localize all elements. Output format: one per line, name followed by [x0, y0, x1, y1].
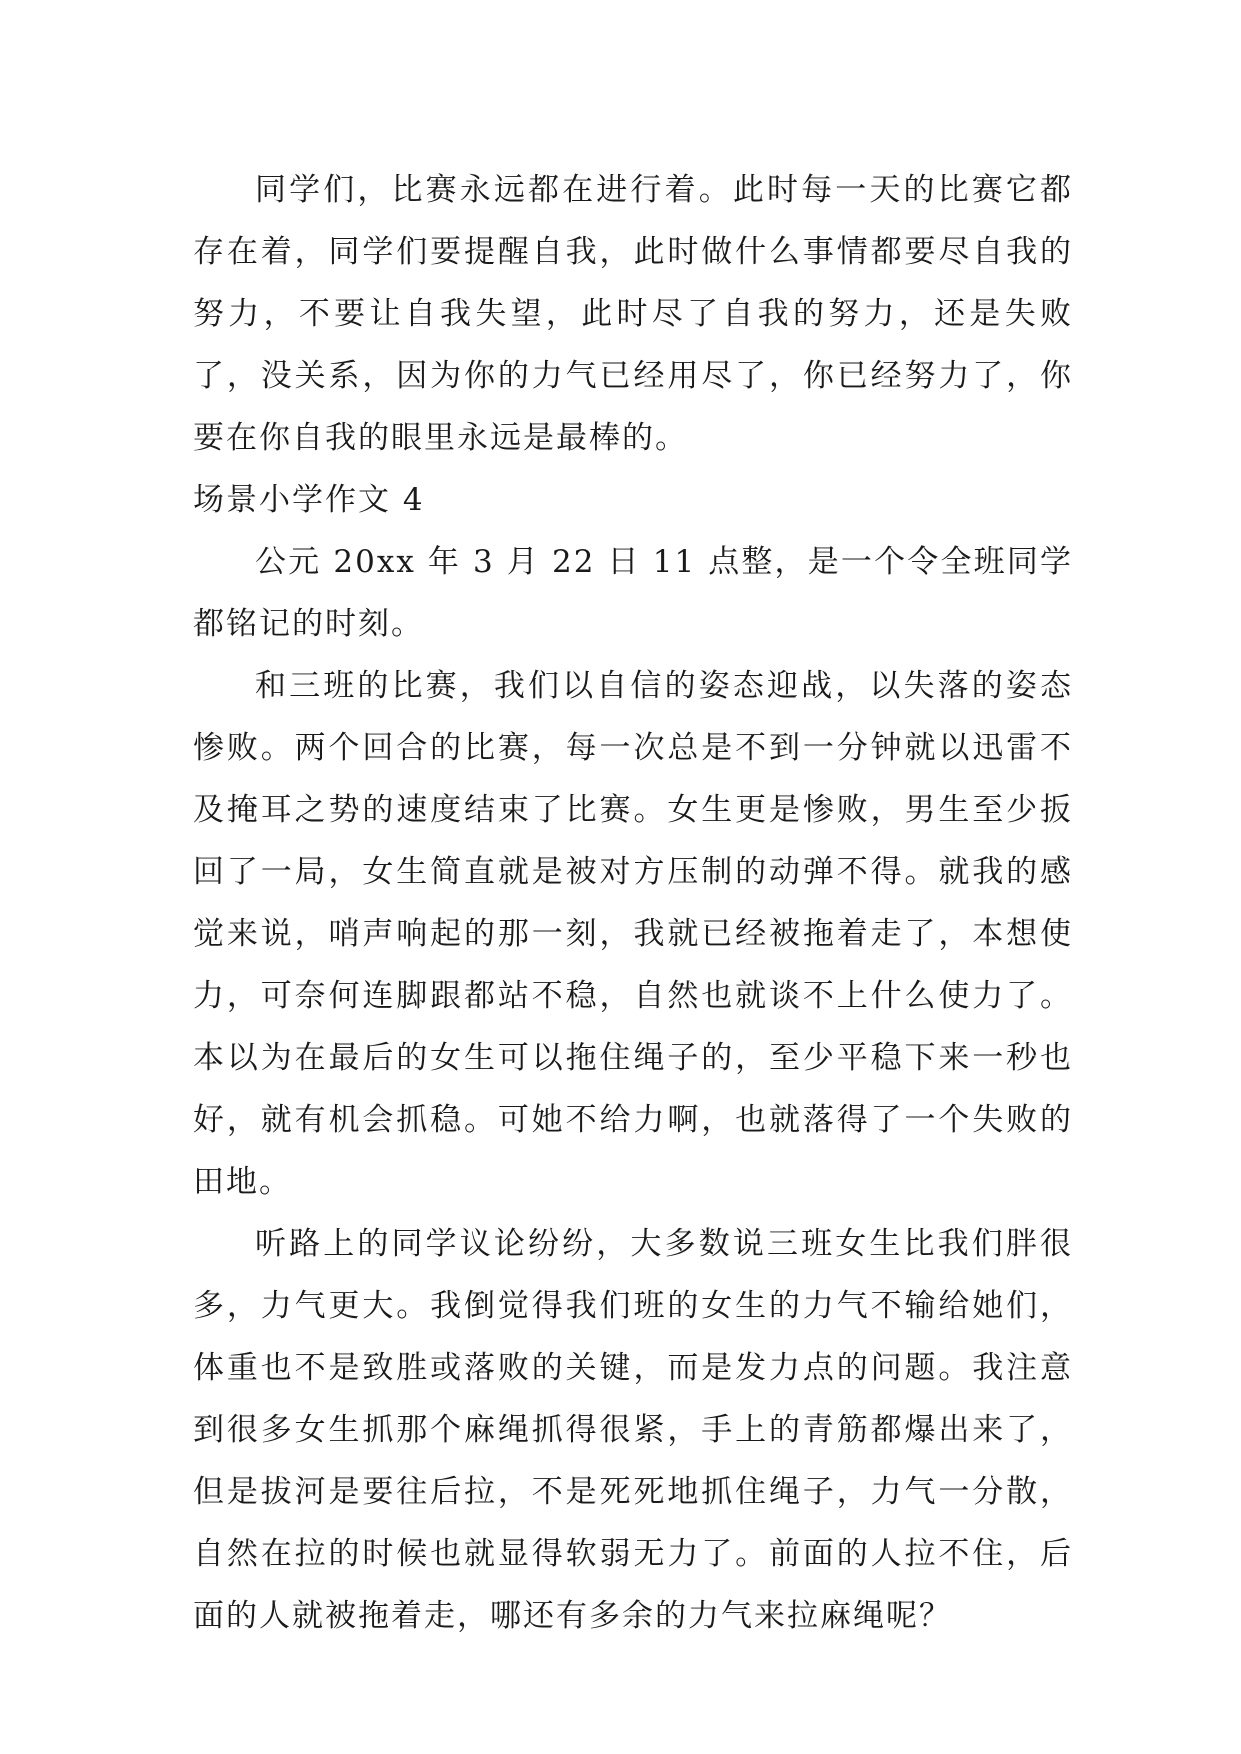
paragraph: 同学们，比赛永远都在进行着。此时每一天的比赛它都存在着，同学们要提醒自我，此时做什么事情都要尽自我的努力，不要让自我失望，此时尽了自我的努力，还是失败了，没关系，因为你的力气已经用尽了，你已经努力了，你要在你自我的眼里永远是最棒的。 [193, 172, 1073, 456]
paragraph: 和三班的比赛，我们以自信的姿态迎战，以失落的姿态惨败。两个回合的比赛，每一次总是不到一分钟就以迅雷不及掩耳之势的速度结束了比赛。女生更是惨败，男生至少扳回了一局，女生简直就是被对方压制的动弹不得。就我的感觉来说，哨声响起的那一刻，我就已经被拖着走了，本想使力，可奈何连脚跟都站不稳，自然也就谈不上什么使力了。本以为在最后的女生可以拖住绳子的，至少平稳下来一秒也好，就有机会抓稳。可她不给力啊，也就落得了一个失败的田地。 [193, 668, 1073, 1200]
paragraph: 听路上的同学议论纷纷，大多数说三班女生比我们胖很多，力气更大。我倒觉得我们班的女生的力气不输给她们，体重也不是致胜或落败的关键，而是发力点的问题。我注意到很多女生抓那个麻绳抓得很紧，手上的青筋都爆出来了，但是拔河是要往后拉，不是死死地抓住绳子，力气一分散，自然在拉的时候也就显得软弱无力了。前面的人拉不住，后面的人就被拖着走，哪还有多余的力气来拉麻绳呢？ [193, 1226, 1073, 1634]
paragraph: 公元 20xx 年 3 月 22 日 11 点整，是一个令全班同学都铭记的时刻。 [193, 544, 1073, 642]
document-body [193, 159, 1073, 1647]
section-heading: 场景小学作文 4 [193, 482, 425, 518]
